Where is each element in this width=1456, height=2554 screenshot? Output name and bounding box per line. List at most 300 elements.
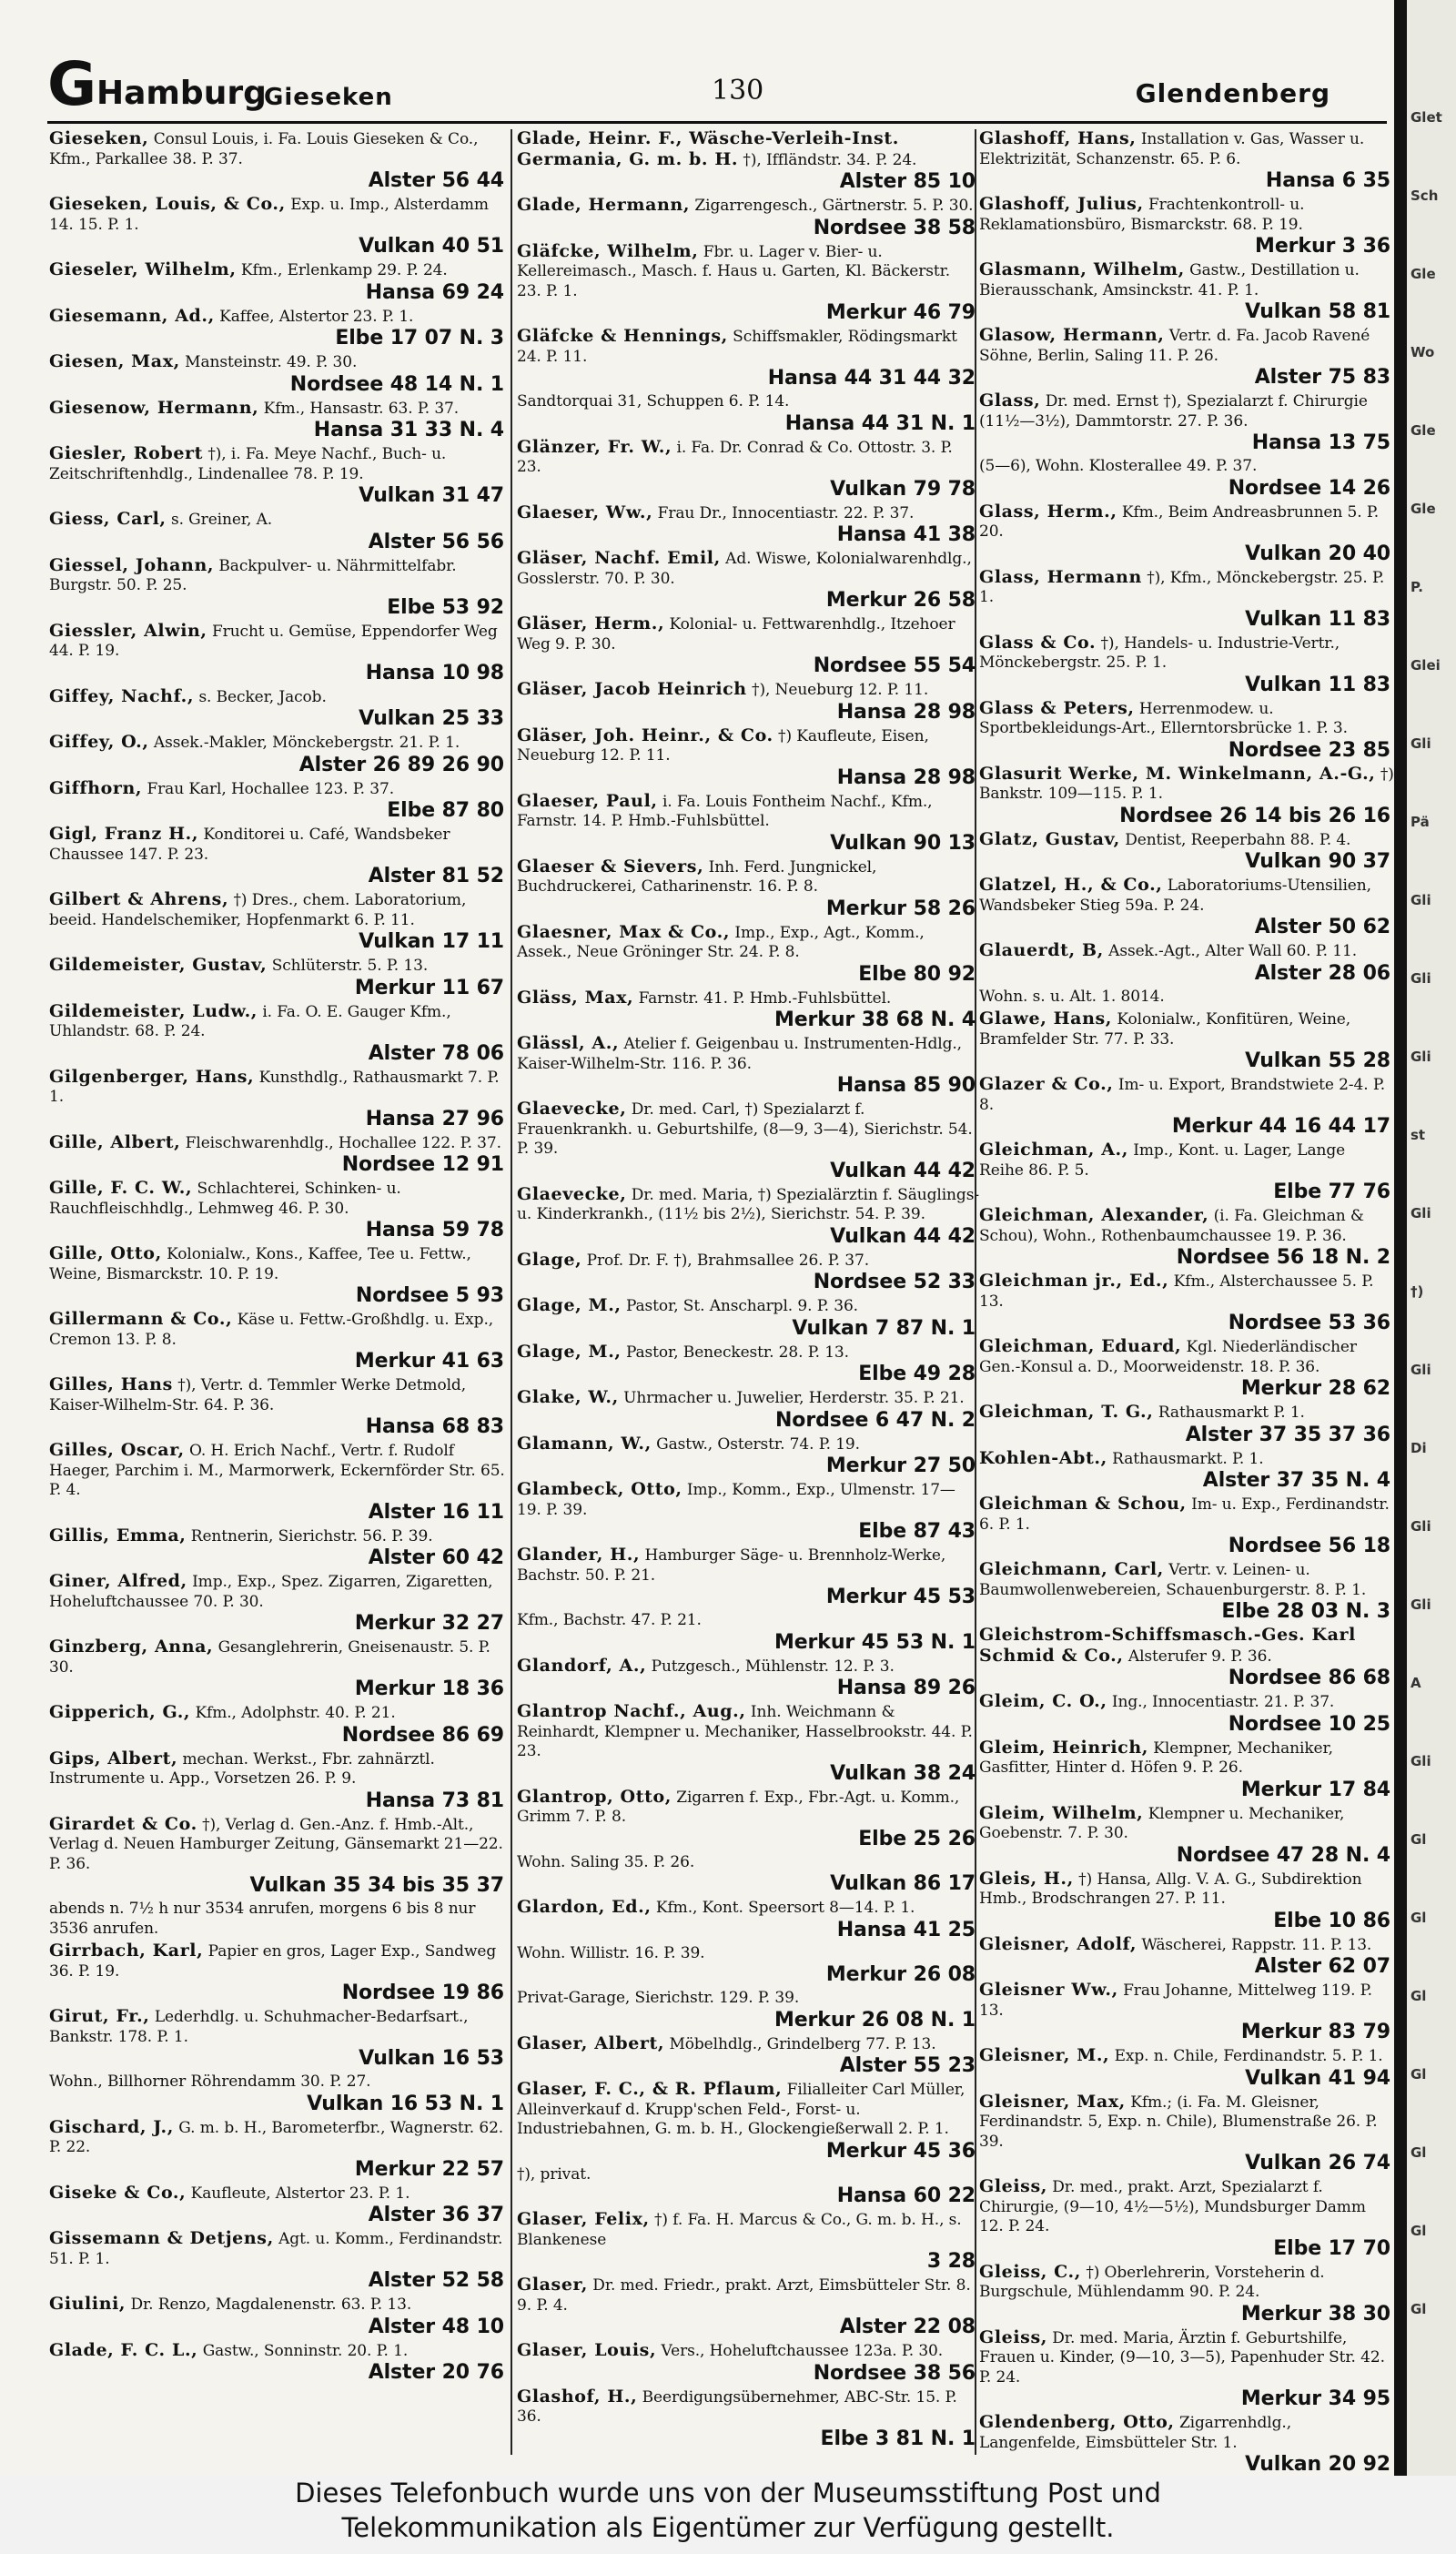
entry-details: Backpulver- u. Nährmittelfabr. Burgstr. 50. P. 25. [49,556,457,594]
edge-text-fragment: Gl [1410,1831,1427,1848]
entry-name: Giffey, Nachf., [49,685,195,706]
entry-details: Dr. Renzo, Magdalenenstr. 63. P. 13. [130,2296,412,2314]
entry-name: Gilles, Hans [49,1374,173,1394]
entry-details: Atelier f. Geigenbau u. Instrumenten-Hdlg., Kaiser-Wilhelm-Str. 116. P. 36. [517,1035,962,1073]
directory-entry [49,1572,508,1635]
edge-text-fragment: Gli [1410,970,1431,987]
directory-entry [517,2210,979,2273]
entry-phone: Vulkan 41 94 [1245,2066,1390,2090]
entry-name: Ginzberg, Anna, [49,1637,214,1657]
entry-name: Gleiss, [979,2176,1047,2196]
entry-name: Glaser, Louis, [517,2340,657,2360]
directory-entry [979,1692,1394,1736]
entry-name: Glaser, F. C., & R. Pflaum, [517,2079,783,2099]
edge-text-fragment: P. [1410,579,1423,595]
entry-phone: Merkur 58 26 [825,897,976,920]
directory-entry [517,196,979,239]
entry-name: Glambeck, Otto, [517,1479,682,1499]
entry-phone: Vulkan 17 11 [359,930,504,953]
entry-phone: Alster 60 42 [368,1546,504,1569]
entry-details: †) Kaufleute, Eisen, Neueburg 12. P. 11. [517,726,929,765]
entry-details: G. m. b. H., Barometerfbr., Wagnerstr. 62. P. 22. [49,2118,504,2156]
entry-name: Glatz, Gustav, [979,828,1120,849]
entry-name: Glass & Peters, [979,697,1135,718]
entry-details: Dr. med. Maria, Ärztin f. Geburtshilfe, Frauen u. Kinder, (9—10, 3—5), Papenhuder Str. 42. P. 24. [979,2328,1385,2387]
edge-text-fragment: st [1410,1127,1426,1143]
directory-entry [979,2177,1394,2260]
directory-entry [979,2413,1394,2476]
entry-phone: Hansa 60 22 [836,2184,976,2207]
page-number: 130 [712,75,764,106]
entry-phone: Merkur 32 27 [354,1612,504,1635]
directory-entry [517,1296,979,1340]
entry-details: †), Neueburg 12. P. 11. [752,681,929,699]
entry-details: Kfm., Beim Andreasbrunnen 5. P. 20. [979,502,1380,541]
entry-phone: Elbe 17 70 [1273,2236,1390,2260]
entry-details: Zigarrenhdlg., Langenfelde, Eimsbütteler Str. 1. [979,2414,1292,2452]
entry-name: Gleim, C. O., [979,1691,1107,1711]
entry-phone: Nordsee 5 93 [355,1284,504,1307]
entry-name: Glashoff, Julius, [979,194,1144,214]
entry-phone: Merkur 22 57 [354,2157,504,2181]
directory-entry [517,2080,979,2163]
entry-details: Vertr. v. Leinen- u. Baumwollenwebereien, Schauenburgerstr. 8. P. 1. [979,1561,1367,1599]
directory-entry [517,1546,979,1608]
entry-name: Gilbert & Ahrens, [49,889,229,909]
entry-name: Gleim, Wilhelm, [979,1802,1144,1823]
entry-phone: Alster 22 08 [839,2316,976,2338]
entry-phone: Elbe 80 92 [858,962,976,986]
directory-entry [49,1133,508,1177]
entry-name: Glasmann, Wilhelm, [979,259,1185,279]
edge-text-fragment: Gli [1410,1596,1431,1613]
entry-details: Imp., Exp., Spez. Zigarren, Zigaretten, Hoheluftchaussee 70. P. 30. [49,1573,493,1611]
directory-column-2 [517,129,979,2459]
entry-name: Glass & Co. [979,632,1097,653]
entry-phone: Hansa 13 75 [1251,431,1390,454]
entry-details: †), privat. [517,2164,592,2184]
directory-entry [979,1009,1394,1072]
directory-entry [517,1657,979,1700]
entry-phone: Hansa 28 98 [836,700,976,724]
entry-details: Klempner, Mechaniker, Gasfitter, Hinter d. Höfen 9. P. 26. [979,1738,1333,1777]
entry-phone: Vulkan 55 28 [1245,1049,1390,1072]
entry-details: (5—6), Wohn. Klosterallee 49. P. 37. [979,457,1258,475]
directory-entry [517,1898,979,1941]
directory-entry [979,1140,1394,1203]
entry-phone: Alster 36 37 [368,2204,504,2226]
entry-details: Prof. Dr. F. †), Brahmsallee 26. P. 37. [586,1251,869,1270]
directory-entry [517,2341,979,2385]
entry-details: †), Verlag d. Gen.-Anz. f. Hmb.-Alt., Verlag d. Neuen Hamburger Zeitung, Gänsemarkt 21—22. P. 36. [49,1815,503,1873]
directory-entry [517,549,979,612]
entry-details: †), Kfm., Mönckebergstr. 25. P. 1. [979,568,1385,606]
entry-phone: Vulkan 35 34 bis 35 37 [249,1874,504,1897]
entry-details: Exp. n. Chile, Ferdinandstr. 5. P. 1. [1114,2047,1383,2065]
entry-name: Glaeser & Sievers, [517,856,704,877]
directory-entry [517,923,979,986]
entry-phone: Merkur 26 08 [825,1963,976,1986]
directory-entry [49,2073,508,2115]
entry-phone: Alster 55 23 [839,2054,976,2077]
entry-name: Girrbach, Karl, [49,1941,204,1961]
entry-name: Gläser, Herm., [517,613,665,633]
entry-details: Käse u. Fettw.-Großhdlg. u. Exp., Cremon 13. P. 8. [49,1311,494,1349]
first-entry-keyword: Gieseken [264,84,393,111]
directory-entry [49,1068,508,1130]
entry-details: Uhrmacher u. Juwelier, Herderstr. 35. P. 21. [623,1389,965,1407]
entry-phone: Alster 16 11 [368,1500,504,1524]
entry-details: Wohn. Saling 35. P. 26. [517,1852,695,1871]
entry-details: Agt. u. Komm., Ferdinandstr. 51. P. 1. [49,2230,503,2268]
directory-entry [49,2118,508,2181]
directory-entry [49,825,508,887]
entry-phone: Merkur 38 68 N. 4 [774,1008,976,1031]
entry-name: Gläser, Nachf. Emil, [517,548,721,568]
entry-name: Giessler, Alwin, [49,620,207,641]
directory-entry [979,2263,1394,2326]
entry-name: Gleisner Ww., [979,1980,1118,2000]
entry-name: Gilles, Oscar, [49,1440,185,1460]
edge-text-fragment: Gli [1410,1753,1431,1769]
entry-name: Gleichmann, Carl, [979,1559,1164,1579]
entry-name: Gläfcke & Hennings, [517,326,728,346]
directory-entry [979,129,1394,192]
edge-text-fragment: Gl [1410,2144,1427,2161]
edge-text-fragment: Gle [1410,501,1436,517]
entry-name: Gigl, Franz H., [49,824,199,844]
entry-details: Kolonialw., Kons., Kaffee, Tee u. Fettw., Weine, Bismarckstr. 10. P. 19. [49,1245,471,1283]
page-header [47,49,1330,119]
entry-details: Ad. Wiswe, Kolonialwarenhdlg., Gosslerstr. 70. P. 30. [517,550,972,588]
entry-phone: 3 28 [926,2250,976,2273]
entry-phone: Nordsee 38 58 [813,216,976,239]
directory-entry [517,1434,979,1478]
directory-entry [517,1611,979,1654]
entry-name: Glade, Hermann, [517,195,691,215]
entry-name: Glage, [517,1249,582,1270]
entry-details: Dentist, Reeperbahn 88. P. 4. [1125,830,1351,849]
entry-name: Glatzel, H., & Co., [979,875,1163,895]
directory-entry [49,260,508,304]
directory-entry [49,2341,508,2385]
entry-details: Sandtorquai 31, Schuppen 6. P. 14. [517,392,790,410]
entry-name: Gieseken, Louis, & Co., [49,194,286,214]
entry-details: Putzgesch., Mühlenstr. 12. P. 3. [651,1657,895,1676]
edge-text-fragment: Glei [1410,657,1441,674]
entry-details: Frau Karl, Hochallee 123. P. 37. [147,779,395,798]
directory-entry [517,2034,979,2078]
entry-name: Gleiss, [979,2326,1047,2347]
entry-phone: Merkur 18 36 [354,1677,504,1700]
entry-name: Gissemann & Detjens, [49,2228,274,2248]
directory-column-3 [979,128,1394,2476]
entry-name: Gleichstrom-Schiffsmasch.-Ges. Karl Schmid & Co., [979,1625,1356,1666]
directory-entry [979,1560,1394,1623]
directory-entry [49,399,508,442]
city-title: Hamburg [96,75,267,112]
edge-text-fragment: Gl [1410,1988,1427,2004]
entry-details: Laboratoriums-Utensilien, Wandsbeker Stieg 59a. P. 24. [979,877,1371,915]
entry-name: Gips, Albert, [49,1748,178,1769]
entry-name: Gille, F. C. W., [49,1178,193,1198]
entry-details: Kfm., Hansastr. 63. P. 37. [263,399,460,418]
entry-name: Glander, H., [517,1545,641,1565]
edge-text-fragment: A [1410,1675,1421,1691]
entry-name: Glashof, H., [517,2386,638,2407]
entry-name: Giffhorn, [49,777,143,798]
entry-phone: Elbe 10 86 [1273,1909,1390,1932]
entry-phone: Nordsee 6 47 N. 2 [775,1408,976,1432]
entry-phone: Hansa 10 98 [365,661,504,684]
directory-entry [517,2275,979,2338]
directory-entry [49,1375,508,1438]
entry-name: Gleichman jr., Ed., [979,1271,1169,1291]
entry-details: Lederhdlg. u. Schuhmacher-Bedarfsart., Bankstr. 178. P. 1. [49,2008,469,2046]
edge-text-fragment: Gle [1410,266,1436,282]
entry-phone: Nordsee 14 26 [1228,476,1390,500]
edge-text-fragment: Wo [1410,344,1435,360]
entry-phone: Elbe 53 92 [387,595,504,619]
directory-entry [979,502,1394,565]
entry-phone: Merkur 41 63 [354,1350,504,1373]
entry-name: Gillis, Emma, [49,1525,187,1546]
entry-details: Farnstr. 41. P. Hmb.-Fuhlsbüttel. [638,988,892,1008]
directory-entry [979,876,1394,938]
edge-text-fragment: Pä [1410,814,1430,830]
entry-phone: Vulkan 26 74 [1245,2152,1390,2174]
directory-entry [49,129,508,192]
directory-entry [49,2184,508,2227]
entry-details: Dr. med. Ernst †), Spezialarzt f. Chirurgie (11½—3½), Dammtorstr. 27. P. 36. [979,392,1368,431]
entry-name: Gläser, Jacob Heinrich [517,679,747,699]
entry-phone: Merkur 45 36 [825,2139,976,2163]
entry-name: Glaevecke, [517,1183,627,1204]
entry-phone: Merkur 26 08 N. 1 [774,2008,976,2032]
directory-column-1 [49,129,508,2459]
entry-phone: Vulkan 11 83 [1245,673,1390,696]
directory-entry [517,857,979,920]
entry-phone: Hansa 89 26 [836,1677,976,1699]
directory-entry [49,1703,508,1747]
entry-details: abends n. 7½ h nur 3534 anrufen, morgens 6 bis 8 nur 3536 anrufen. [49,1900,476,1938]
entry-phone: Vulkan 16 53 [359,2047,504,2070]
entry-details: †), Vertr. d. Temmler Werke Detmold, Kaiser-Wilhelm-Str. 64. P. 36. [49,1376,467,1414]
directory-entry [517,1185,979,1248]
entry-name: Giner, Alfred, [49,1571,187,1591]
directory-entry [979,1272,1394,1334]
entry-details: Filialleiter Carl Müller, Alleinverkauf d. Krupp'schen Feld-, Forst- u. Industriebahnen, G. m. b. H., Glockengießerwall 2. P. 1. [517,2081,966,2138]
entry-details: Imp., Exp., Agt., Komm., Assek., Neue Gröninger Str. 24. P. 8. [517,923,925,961]
entry-details: Assek.-Agt., Alter Wall 60. P. 11. [1108,942,1358,960]
entry-name: Glawe, Hans, [979,1008,1113,1029]
entry-name: Gieseken, [49,128,149,148]
entry-name: Gildemeister, Gustav, [49,955,268,975]
entry-phone: Alster 56 56 [368,530,504,553]
entry-name: Girardet & Co. [49,1813,197,1834]
entry-details: Zigarren f. Exp., Fbr.-Agt. u. Komm., Grimm 7. P. 8. [517,1788,960,1826]
directory-entry [517,1100,979,1182]
entry-phone: Alster 85 10 [839,170,976,193]
entry-phone: Nordsee 53 36 [1228,1312,1390,1334]
entry-details: Wäscherei, Rappstr. 11. P. 13. [1141,1935,1372,1954]
directory-entry [49,2229,508,2292]
entry-details: Rentnerin, Sierichstr. 56. P. 39. [190,1526,433,1546]
directory-entry [517,1480,979,1543]
entry-details: †), Handels- u. Industrie-Vertr., Mönckebergstr. 25. P. 1. [979,633,1340,672]
entry-details: Kaffee, Alstertor 23. P. 1. [219,307,414,326]
entry-phone: Vulkan 31 47 [359,484,504,507]
entry-details: Pastor, Beneckestr. 28. P. 13. [625,1343,849,1362]
entry-name: Gleis, H., [979,1868,1074,1889]
entry-phone: Alster 28 06 [1254,961,1390,985]
entry-details: †), i. Fa. Meye Nachf., Buch- u. Zeitschriftenhdlg., Lindenallee 78. P. 19. [49,445,447,483]
directory-entry [979,326,1394,389]
entry-phone: Hansa 28 98 [836,765,976,789]
directory-entry [517,438,979,501]
entry-phone: Nordsee 56 18 N. 2 [1176,1246,1390,1269]
directory-entry [517,1343,979,1386]
entry-name: Giseke & Co., [49,2182,187,2203]
entry-name: Glantrop Nachf., Aug., [517,1701,746,1721]
entry-name: Gleiss, C., [979,2261,1081,2282]
entry-phone: Elbe 87 43 [858,1520,976,1543]
entry-phone: Alster 48 10 [368,2315,504,2338]
entry-details: s. Becker, Jacob. [198,687,327,706]
entry-name: Glashoff, Hans, [979,128,1137,148]
entry-details: Pastor, St. Anscharpl. 9. P. 36. [625,1297,858,1315]
entry-phone: Elbe 28 03 N. 3 [1221,1600,1390,1623]
entry-name: Glage, M., [517,1341,622,1362]
directory-entry [979,457,1394,500]
entry-name: Gille, Otto, [49,1243,162,1263]
entry-phone: Alster 62 07 [1254,1955,1390,1978]
entry-name: Glasow, Hermann, [979,325,1165,345]
entry-phone: Vulkan 16 53 N. 1 [307,2092,504,2115]
entry-phone: Alster 75 83 [1254,366,1390,389]
last-entry-keyword: Glendenberg [1135,78,1330,108]
entry-details: †) f. Fa. H. Marcus & Co., G. m. b. H., s. Blankenese [517,2211,962,2249]
entry-phone: Merkur 38 30 [1240,2302,1390,2326]
entry-phone: Vulkan 58 81 [1245,300,1390,323]
directory-entry [517,2165,979,2208]
entry-phone: Nordsee 26 14 bis 26 16 [1119,804,1390,827]
directory-entry [979,988,1394,1008]
entry-phone: Hansa 41 25 [836,1918,976,1941]
entry-details: Assek.-Makler, Mönckebergstr. 21. P. 1. [153,734,460,752]
edge-text-fragment: Gli [1410,735,1431,752]
entry-phone: Elbe 49 28 [858,1363,976,1385]
entry-phone: Nordsee 12 91 [341,1153,504,1176]
directory-entry [979,195,1394,258]
entry-name: Gleisner, Max, [979,2091,1126,2112]
entry-name: Giffey, O., [49,732,149,752]
entry-name: Glazer & Co., [979,1074,1114,1094]
entry-details: †), Iffländstr. 34. P. 24. [743,150,917,169]
entry-name: Gildemeister, Ludw., [49,1000,258,1021]
entry-phone: Vulkan 44 42 [830,1159,976,1182]
directory-entry [49,556,508,619]
directory-entry [49,444,508,507]
entry-phone: Alster 50 62 [1254,916,1390,938]
directory-entry [517,614,979,677]
entry-phone: Nordsee 10 25 [1228,1712,1390,1736]
directory-entry [979,1403,1394,1446]
entry-details: Kfm.; (i. Fa. M. Gleisner, Ferdinandstr. 5, Exp. n. Chile), Blumenstraße 26. P. 39. [979,2093,1378,2151]
edge-text-fragment: Gl [1410,1910,1427,1926]
entry-phone: Hansa 59 78 [365,1219,504,1242]
entry-details: Kunsthdlg., Rathausmarkt 7. P. 1. [49,1068,500,1106]
entry-details: Gesanglehrerin, Gneisenaustr. 5. P. 30. [49,1638,490,1677]
entry-details: Zigarrengesch., Gärtnerstr. 5. P. 30. [694,197,974,215]
entry-details: Frucht u. Gemüse, Eppendorfer Weg 44. P. 19. [49,622,498,660]
entry-name: Giulini, [49,2294,126,2314]
entry-details: Dr. med., prakt. Arzt, Spezialarzt f. Chirurgie, (9—10, 4½—5½), Mundsburger Damm 12. P. 24. [979,2178,1366,2235]
entry-details: Konditorei u. Café, Wandsbeker Chaussee 147. P. 23. [49,826,450,864]
entry-name: Glake, W., [517,1387,619,1407]
directory-entry [979,830,1394,874]
entry-name: Kohlen-Abt., [979,1447,1107,1468]
entry-details: Inh. Weichmann & Reinhardt, Klempner u. Mechaniker, Hasselbrookstr. 44. P. 23. [517,1703,973,1760]
directory-entry [517,726,979,789]
entry-details: s. Greiner, A. [170,511,273,529]
entry-phone: Nordsee 86 69 [341,1723,504,1747]
entry-details: Alsterufer 9. P. 36. [1127,1647,1272,1666]
entry-phone: Nordsee 48 14 N. 1 [289,372,504,396]
entry-phone: Vulkan 25 33 [359,707,504,730]
edge-text-fragment: Gli [1410,1362,1431,1378]
entry-name: Gleichman, Alexander, [979,1205,1209,1225]
entry-name: Glänzer, Fr. W., [517,436,672,457]
entry-phone: Vulkan 40 51 [359,235,504,258]
entry-name: Gillermann & Co., [49,1309,233,1329]
entry-phone: Vulkan 44 42 [830,1224,976,1248]
entry-name: Gilgenberger, Hans, [49,1066,255,1087]
entry-phone: Hansa 69 24 [365,280,504,304]
entry-details: Fleischwarenhdlg., Hochallee 122. P. 37. [185,1133,501,1152]
entry-details: Exp. u. Imp., Alsterdamm 14. 15. P. 1. [49,196,489,234]
entry-name: Giess, Carl, [49,509,167,529]
entry-name: Giesemann, Ad., [49,305,215,326]
entry-phone: Alster 52 58 [368,2269,504,2292]
directory-entry [979,260,1394,323]
entry-details: Schiffsmakler, Rödingsmarkt 24. P. 11. [517,328,957,366]
entry-details: Kolonialw., Konfitüren, Weine, Bramfelder Str. 77. P. 33. [979,1010,1351,1049]
entry-details: Rathausmarkt P. 1. [1158,1404,1305,1422]
entry-name: Giesenow, Hermann, [49,397,259,418]
entry-details: Privat-Garage, Sierichstr. 129. P. 39. [517,1989,800,2007]
entry-phone: Merkur 11 67 [354,976,504,999]
entry-name: Gipperich, G., [49,1702,191,1722]
entry-details: Kfm., Erlenkamp 29. P. 24. [240,261,448,279]
entry-phone: Vulkan 90 37 [1245,850,1390,873]
entry-phone: Elbe 87 80 [387,799,504,822]
entry-phone: Vulkan 86 17 [830,1872,976,1895]
entry-phone: Elbe 77 76 [1273,1181,1390,1203]
entry-details: Möbelhdlg., Grindelberg 77. P. 13. [669,2034,936,2053]
entry-name: Gleichman, T. G., [979,1402,1154,1422]
directory-entry [49,1441,508,1524]
entry-name: Gleim, Heinrich, [979,1737,1148,1758]
entry-phone: Vulkan 90 13 [830,831,976,855]
entry-details: Rathausmarkt. P. 1. [1112,1449,1264,1468]
entry-phone: Hansa 31 33 N. 4 [313,419,504,441]
entry-phone: Nordsee 23 85 [1228,738,1390,762]
entry-phone: Elbe 3 81 N. 1 [820,2427,976,2450]
entry-details: †) Oberlehrerin, Vorsteherin d. Burgschule, Mühlendamm 90. P. 24. [979,2263,1325,2301]
header-rule [47,121,1387,124]
entry-details: Im- u. Export, Brandstwiete 2-4. P. 8. [979,1076,1386,1114]
